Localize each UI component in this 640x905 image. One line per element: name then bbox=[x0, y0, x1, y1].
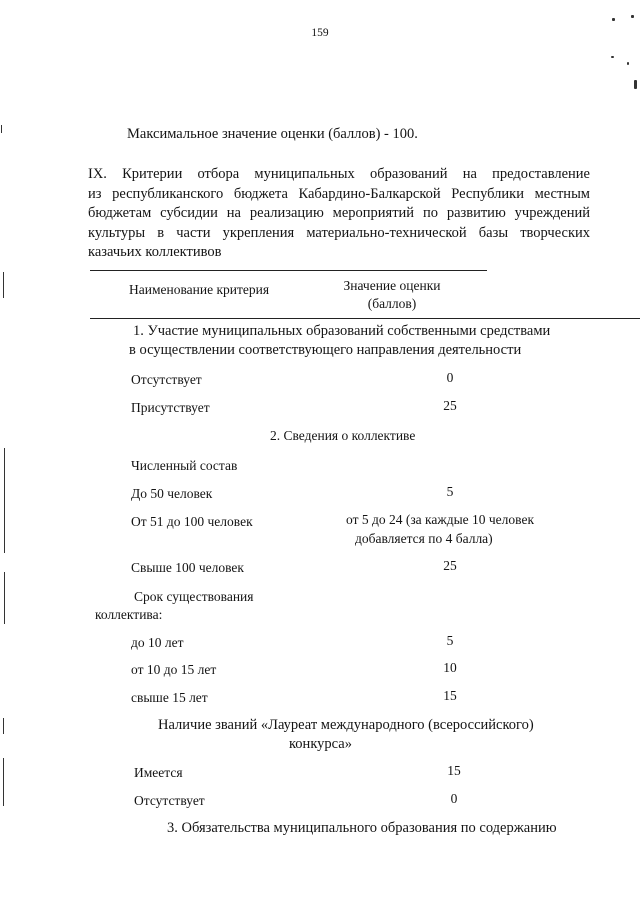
criterion-value: 0 bbox=[450, 791, 458, 806]
group-label-line1: Срок существования bbox=[134, 589, 254, 604]
scan-speck bbox=[611, 56, 614, 58]
scan-speck bbox=[634, 80, 637, 89]
column-header-score-line1: Значение оценки bbox=[343, 278, 441, 293]
scan-mark bbox=[3, 718, 4, 734]
max-score-line: Максимальное значение оценки (баллов) - 100. bbox=[127, 126, 418, 142]
scan-speck bbox=[612, 18, 615, 21]
section-title-line: IX. Критерии отбора муниципальных образований на предоставление bbox=[88, 166, 590, 182]
section-title-line: из республиканского бюджета Кабардино-Балкарской Республики местным bbox=[88, 185, 590, 202]
scan-mark bbox=[1, 125, 2, 133]
section-title-line: бюджетам субсидии на реализацию мероприятий по развитию учреждений bbox=[88, 205, 590, 221]
criterion-value: 10 bbox=[443, 660, 457, 675]
criterion-value: 5 bbox=[446, 633, 454, 648]
criterion-value: 15 bbox=[443, 688, 457, 703]
section1-heading-line2: в осуществлении соответствующего направления деятельности bbox=[129, 342, 522, 358]
criterion-label: Отсутствует bbox=[134, 793, 205, 808]
laureate-heading-line2: конкурса» bbox=[289, 736, 352, 752]
criterion-value-line2: добавляется по 4 балла) bbox=[355, 531, 493, 546]
scan-speck bbox=[631, 15, 634, 18]
criterion-label: до 10 лет bbox=[131, 635, 184, 650]
criterion-label: Присутствует bbox=[131, 400, 210, 415]
section1-heading-line1: 1. Участие муниципальных образований собственными средствами bbox=[133, 323, 551, 339]
criterion-value: 25 bbox=[443, 558, 457, 573]
criterion-label: Имеется bbox=[134, 765, 183, 780]
section3-heading: 3. Обязательства муниципального образования по содержанию bbox=[167, 820, 557, 836]
criterion-value-line1: от 5 до 24 (за каждые 10 человек bbox=[346, 512, 535, 527]
criterion-label: свыше 15 лет bbox=[131, 690, 208, 705]
scan-speck bbox=[627, 62, 629, 65]
section-title-line: культуры в части укрепления материально-технической базы творческих bbox=[88, 224, 590, 241]
scan-mark bbox=[4, 448, 5, 553]
criterion-value: 15 bbox=[447, 763, 461, 778]
criterion-label: Отсутствует bbox=[131, 372, 202, 387]
section2-heading: 2. Сведения о коллективе bbox=[270, 428, 416, 443]
column-header-score-line2: (баллов) bbox=[367, 296, 417, 311]
table-header-rule bbox=[90, 318, 640, 319]
column-header-score bbox=[322, 277, 462, 313]
group-label-line2: коллектива: bbox=[95, 607, 163, 622]
criterion-label: Свыше 100 человек bbox=[131, 560, 244, 575]
group-label: Численный состав bbox=[131, 458, 238, 473]
criterion-label: От 51 до 100 человек bbox=[131, 514, 253, 529]
laureate-heading-line1: Наличие званий «Лауреат международного (всероссийского) bbox=[158, 717, 534, 733]
page-number: 159 bbox=[311, 27, 329, 39]
criterion-value: 25 bbox=[443, 398, 457, 413]
criterion-value: 5 bbox=[446, 484, 454, 499]
section-title-line: казачьих коллективов bbox=[88, 244, 222, 260]
criterion-label: До 50 человек bbox=[131, 486, 213, 501]
criterion-label: от 10 до 15 лет bbox=[131, 662, 217, 677]
criterion-value: 0 bbox=[446, 370, 454, 385]
column-header-criterion: Наименование критерия bbox=[129, 282, 270, 297]
scan-mark bbox=[3, 758, 4, 806]
table-top-rule bbox=[90, 270, 487, 271]
scan-mark bbox=[3, 272, 4, 298]
scan-mark bbox=[4, 572, 5, 624]
section-title bbox=[88, 165, 590, 263]
